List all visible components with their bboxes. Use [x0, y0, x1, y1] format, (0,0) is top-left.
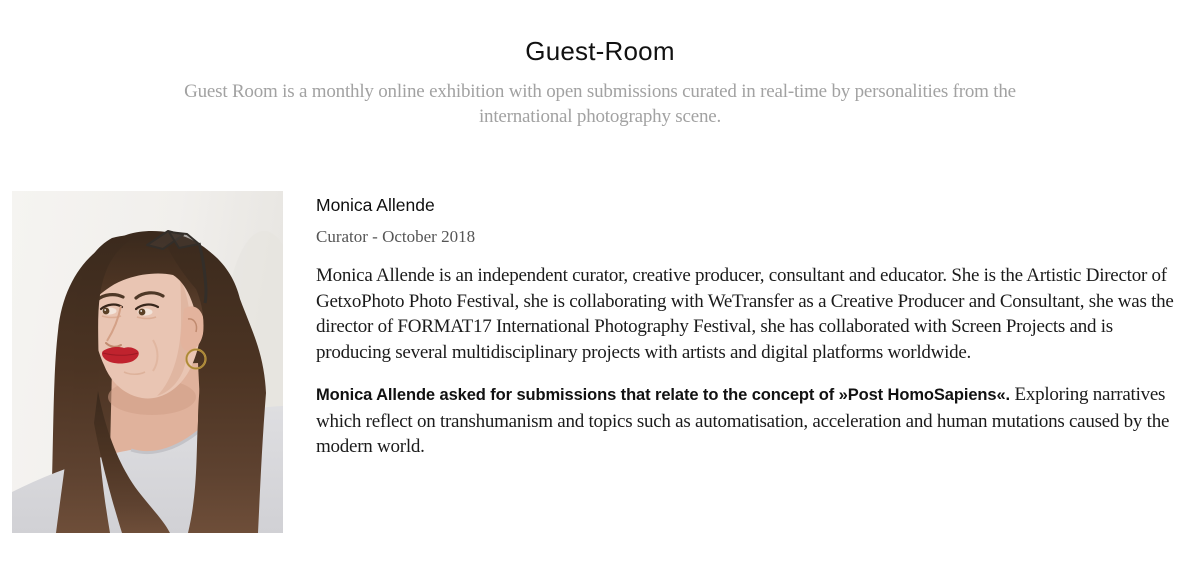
- page-title: Guest-Room: [525, 36, 675, 66]
- page-header: [0, 0, 1200, 129]
- curator-photo: [12, 191, 283, 533]
- curator-info: [316, 191, 1188, 460]
- curator-role: Curator - October 2018: [316, 227, 476, 246]
- curator-brief: [316, 382, 1188, 460]
- curator-portrait-illustration: [12, 191, 283, 533]
- curator-brief-description: Exploring narratives which reflect on transhumanism and topics such as automatisation, acceleration and human mutations caused by the modern world.: [316, 384, 1170, 457]
- curator-bio: Monica Allende is an independent curator, creative producer, consultant and educator. She is the Artistic Director of GetxoPhoto Photo Festival, she is collaborating with WeTransfer as a Creative Producer and Consultant, she was the director of FORMAT17 International Photography Festival, she has collaborated with Screen Projects and is producing several multidisciplinary projects with artists and digital platforms worldwide.: [316, 265, 1174, 363]
- curator-name: Monica Allende: [316, 195, 435, 215]
- curator-brief-concept: Monica Allende asked for submissions that relate to the concept of »Post HomoSapiens«.: [316, 386, 1011, 404]
- page-subtitle: Guest Room is a monthly online exhibition with open submissions curated in real-time by personalities from the international photography scene.: [184, 81, 1016, 127]
- curator-section: [12, 191, 1188, 533]
